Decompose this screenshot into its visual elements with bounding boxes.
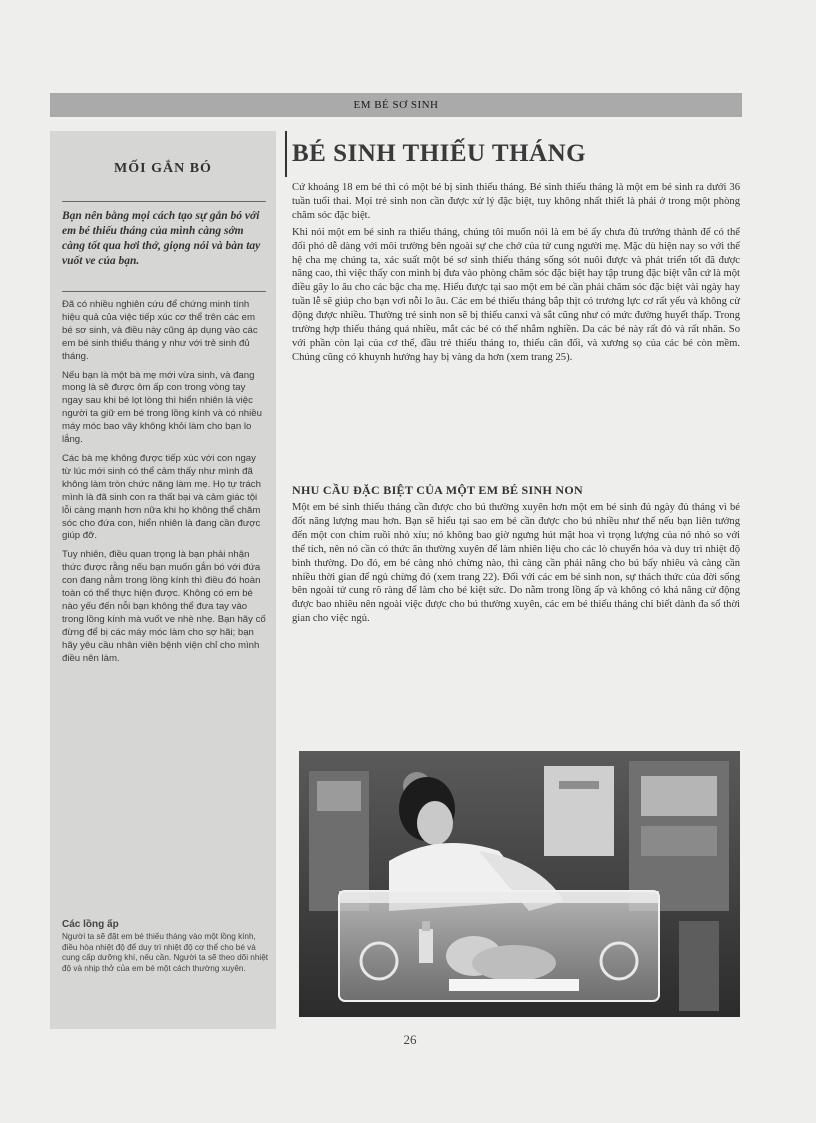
article-paragraph: Khi nói một em bé sinh ra thiếu tháng, chúng tôi muốn nói là em bé ấy chưa đủ trưởng thành để có thể đối phó dễ dàng với môi trường bên ngoài sự che chở của tử cung người mẹ. Mặc dù hiện nay so với thế hệ cha mẹ chúng ta, xác suất một bé sơ sinh thiếu tháng sống sót nuôi được và phát triển tốt đã được nâng cao, thì việc thấy con mình bị đưa vào phòng chăm sóc đặc biệt hay tập trung đặc biệt vẫn cứ là một điều gây lo âu cho các bậc cha mẹ. Hiểu được tại sao một em bé cần phải chăm sóc đặc biệt vài ngày hay tuần lễ sẽ giúp cho bạn vơi nỗi lo âu. Các em bé thiếu tháng bắp thịt có trương lực cơ rất yếu và không cử động được nhiều. Thường trẻ sinh non sẽ bị thiếu canxi và sắt cũng như có mức đường huyết thấp. Trong trường hợp thiếu tháng quá nhiều, mắt các bé có thể nhắm nghiền. Da các bé này rất đỏ và rất nhăn. So với phần còn lại của cơ thể, đầu trẻ thiếu tháng to, thiếu cân đối, và xương sọ của các bé còn mềm. Chúng cũng có khuynh hướng hay bị vàng da hơn (xem trang 25). [292,226,740,363]
title-accent-rule [285,131,287,177]
sidebar-paragraph: Tuy nhiên, điều quan trọng là bạn phải nhận thức được rằng nếu bạn muốn gắn bó với đứa con đang nằm trong lồng kính thì điều đó hoàn toàn có thể thực hiện được. Không có em bé nào yếu đến nỗi bạn không thể đưa tay vào trong lồng kính mà vuốt ve nhè nhẹ. Bạn hãy cố đừng để bị các máy móc làm cho sợ hãi; bạn hãy yêu cầu nhân viên bệnh viện chỉ cho mình điều nên làm. [62,549,266,664]
subsection-body [292,501,740,626]
section-subheading: NHU CẦU ĐẶC BIỆT CỦA MỘT EM BÉ SINH NON [292,483,583,497]
sidebar-lead: Bạn nên bằng mọi cách tạo sự gắn bó với em bé thiếu tháng của mình càng sớm càng tốt qua hơi thở, giọng nói và bàn tay vuốt ve của bạn. [62,210,261,267]
article-paragraph: Cứ khoảng 18 em bé thì có một bé bị sinh thiếu tháng. Bé sinh thiếu tháng là một em bé sinh ra dưới 36 tuần tuổi thai. Mọi trẻ sinh non cần được xử lý đặc biệt, tuy không nhất thiết là phải ở trong một phòng chăm sóc đặc biệt. [292,182,740,221]
incubator-photo-illustration [299,751,740,1017]
sidebar-divider [62,291,266,292]
sidebar-paragraph: Nếu bạn là một bà mẹ mới vừa sinh, và đang mong là sẽ được ôm ấp con trong vòng tay ngay sau khi bé lọt lòng thì hiển nhiên là việc người ta giữ em bé trong lồng kính và có nhiều máy móc bao vây không khỏi làm cho bạn lo lắng. [62,369,262,446]
caption-body: Người ta sẽ đặt em bé thiếu tháng vào một lồng kính, điều hòa nhiệt độ để duy trì nhiệt độ cơ thể cho bé và cung cấp dưỡng khí, nếu cần. Người ta sẽ theo dõi nhiệt độ và nhịp thở của em bé một cách thường xuyên. [62,932,269,973]
sidebar-paragraph: Đã có nhiều nghiên cứu để chứng minh tính hiệu quả của việc tiếp xúc cơ thể trên các em bé sơ sinh, và điều này cũng áp dụng vào các em bé sinh thiếu tháng y như với trẻ sinh đủ tháng. [62,299,258,362]
incubator-photo [299,751,740,1017]
main-article-body [292,181,740,368]
caption-title: Các lồng ấp [62,919,119,930]
sidebar-title: MỐI GẮN BÓ [114,161,212,176]
article-paragraph: Một em bé sinh thiếu tháng cần được cho bú thường xuyên hơn một em bé sinh đủ ngày đủ tháng vì bé đốt năng lượng mau hơn. Bạn sẽ hiểu tại sao em bé cần được cho bú nhiều như thế nếu bạn liên tưởng đến một con chim ruồi nhỏ xíu; nó không bao giờ ngưng hút mật hoa vì trọng lượng của nó nhỏ so với thể tích, nên nó cần có thức ăn thường xuyên để làm nhiên liệu cho các lò chuyển hóa và duy trì nhiệt độ bình thường. Do đó, em bé càng nhỏ chừng nào, thì càng cần phải nâng cho bú bấy nhiêu và càng cần nhiều thời gian để ngủ chừng đó (xem trang 22). Đối với các em bé sinh non, sự thách thức của đời sống bên ngoài tử cung rõ ràng để làm cho bé kiệt sức. Do nằm trong lồng ấp và không có khả năng cử động được bao nhiêu nên ngoài việc được cho bú thường xuyên, các em bé thiếu tháng chỉ biết dành đa số thời gian cho việc ngủ. [292,502,740,625]
section-title: EM BÉ SƠ SINH [353,99,439,111]
page-number: 26 [403,1032,417,1047]
sidebar-body [62,299,266,671]
section-header [50,93,742,117]
page-title: BÉ SINH THIẾU THÁNG [292,140,587,167]
photo-caption [62,919,272,974]
sidebar-paragraph: Các bà mẹ không được tiếp xúc với con ngay từ lúc mới sinh có thể cảm thấy như mình đã không làm tròn chức năng làm mẹ. Họ tự trách mình là đã sinh con ra thất bại và cảm giác tội lỗi càng mạnh hơn nữa khi họ không thể chăm sóc cho đứa con, hiển nhiên là đang cần được giúp đỡ. [62,452,261,542]
sidebar-panel [50,131,276,1029]
sidebar-divider [62,201,266,202]
